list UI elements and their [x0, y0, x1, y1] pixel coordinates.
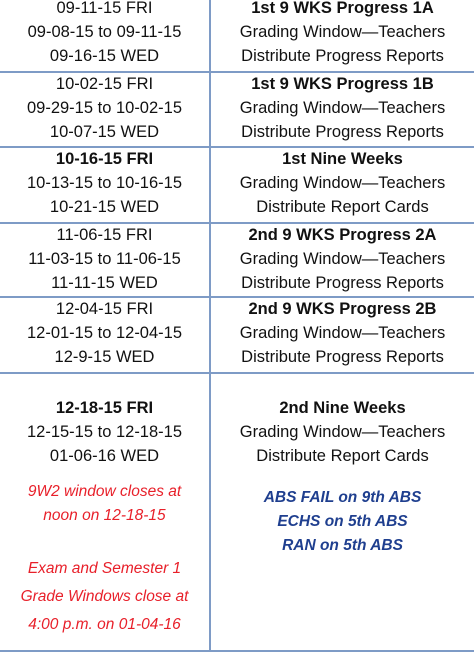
event-title: 2nd Nine Weeks — [279, 399, 406, 417]
distribute-date: 01-06-16 WED — [49, 447, 160, 465]
row-2-dates — [0, 72, 209, 144]
row-5-events — [211, 297, 474, 369]
distribute-date: 10-21-15 WED — [49, 198, 160, 216]
window-close-note — [0, 480, 209, 528]
row-6-dates — [0, 396, 209, 468]
note-line: 9W2 window closes at — [27, 483, 182, 500]
event-distribute: Distribute Progress Reports — [241, 274, 444, 292]
window-range: 11-03-15 to 11-06-15 — [28, 250, 181, 268]
note-line: ABS FAIL on 9th ABS — [263, 489, 422, 506]
event-distribute: Distribute Report Cards — [256, 198, 429, 216]
due-date: 12-18-15 FRI — [55, 399, 154, 417]
event-title: 1st Nine Weeks — [282, 150, 403, 168]
note-line: Exam and Semester 1 — [27, 560, 182, 577]
row-5-dates — [0, 297, 209, 369]
window-range: 09-08-15 to 09-11-15 — [27, 23, 182, 41]
event-distribute: Distribute Report Cards — [256, 447, 429, 465]
row-divider — [0, 372, 474, 374]
row-3-dates — [0, 147, 209, 219]
event-title: 2nd 9 WKS Progress 2A — [248, 226, 437, 244]
due-date: 10-16-15 FRI — [55, 150, 154, 168]
note-line: RAN on 5th ABS — [282, 537, 403, 554]
row-2-events — [211, 72, 474, 144]
note-line: Grade Windows close at — [20, 588, 189, 605]
event-title: 2nd 9 WKS Progress 2B — [248, 300, 437, 318]
distribute-date: 09-16-15 WED — [49, 47, 160, 65]
note-line: 4:00 p.m. on 01-04-16 — [28, 616, 181, 633]
due-date: 11-06-15 FRI — [56, 226, 153, 244]
row-1-dates — [0, 0, 209, 68]
event-distribute: Distribute Progress Reports — [241, 47, 444, 65]
event-distribute: Distribute Progress Reports — [241, 348, 444, 366]
distribute-date: 10-07-15 WED — [49, 123, 160, 141]
event-title: 1st 9 WKS Progress 1A — [251, 0, 434, 17]
event-window: Grading Window—Teachers — [239, 250, 446, 268]
window-range: 09-29-15 to 10-02-15 — [26, 99, 183, 117]
row-4-events — [211, 223, 474, 295]
row-3-events — [211, 147, 474, 219]
row-6-events — [211, 396, 474, 468]
event-window: Grading Window—Teachers — [239, 23, 446, 41]
event-distribute: Distribute Progress Reports — [241, 123, 444, 141]
due-date: 09-11-15 FRI — [56, 0, 153, 17]
event-window: Grading Window—Teachers — [239, 423, 446, 441]
window-range: 12-01-15 to 12-04-15 — [26, 324, 183, 342]
event-window: Grading Window—Teachers — [239, 174, 446, 192]
row-4-dates — [0, 223, 209, 295]
due-date: 10-02-15 FRI — [55, 75, 154, 93]
due-date: 12-04-15 FRI — [55, 300, 154, 318]
abs-note — [211, 486, 474, 558]
event-window: Grading Window—Teachers — [239, 99, 446, 117]
window-range: 10-13-15 to 10-16-15 — [26, 174, 183, 192]
note-line: noon on 12-18-15 — [43, 507, 166, 524]
event-title: 1st 9 WKS Progress 1B — [251, 75, 434, 93]
note-line: ECHS on 5th ABS — [277, 513, 408, 530]
semester-exam-note — [0, 555, 209, 639]
window-range: 12-15-15 to 12-18-15 — [26, 423, 183, 441]
row-1-events — [211, 0, 474, 68]
distribute-date: 11-11-15 WED — [51, 274, 158, 292]
distribute-date: 12-9-15 WED — [54, 348, 155, 366]
event-window: Grading Window—Teachers — [239, 324, 446, 342]
